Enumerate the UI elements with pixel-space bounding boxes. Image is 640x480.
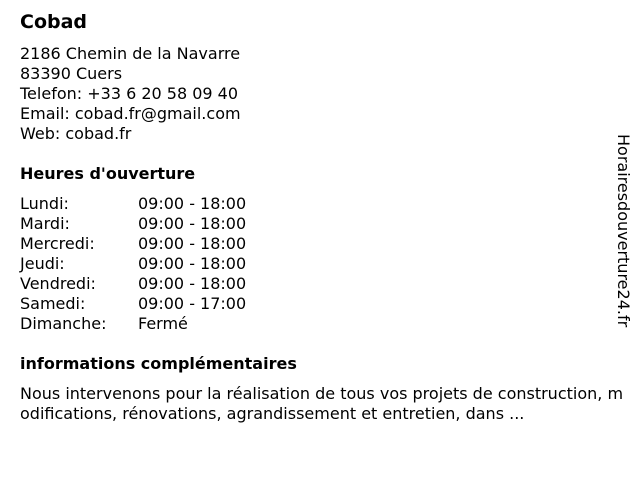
day-hours: 09:00 - 18:00 [138,254,247,273]
day-hours: 09:00 - 18:00 [138,194,247,213]
hours-row-saturday [20,294,280,314]
business-description: Nous intervenons pour la réalisation de tous vos projets de construction, modifications, rénovations, agrandissement et entretien, dans ... [20,384,624,423]
website: Web: cobad.fr [20,124,132,143]
opening-hours-heading: Heures d'ouverture [20,164,196,183]
site-watermark: Horairesdouverture24.fr [614,134,633,328]
hours-row-tuesday [20,214,280,234]
hours-row-wednesday [20,234,280,254]
business-name: Cobad [20,11,88,33]
day-hours: 09:00 - 18:00 [138,234,247,253]
day-label: Mardi: [20,214,70,233]
day-label: Samedi: [20,294,86,313]
day-label: Dimanche: [20,314,107,333]
hours-row-friday [20,274,280,294]
email-address: Email: cobad.fr@gmail.com [20,104,241,123]
day-label: Vendredi: [20,274,96,293]
address-street: 2186 Chemin de la Navarre [20,44,241,63]
day-hours: 09:00 - 18:00 [138,214,247,233]
day-label: Mercredi: [20,234,95,253]
opening-hours-list [20,194,280,334]
additional-info-heading: informations complémentaires [20,354,297,373]
hours-row-monday [20,194,280,214]
day-hours: 09:00 - 18:00 [138,274,247,293]
contact-block [20,44,241,144]
hours-row-thursday [20,254,280,274]
day-hours: Fermé [138,314,188,333]
address-city: 83390 Cuers [20,64,123,83]
phone-number: Telefon: +33 6 20 58 09 40 [20,84,239,103]
day-hours: 09:00 - 17:00 [138,294,247,313]
day-label: Jeudi: [20,254,65,273]
hours-row-sunday [20,314,280,334]
day-label: Lundi: [20,194,69,213]
